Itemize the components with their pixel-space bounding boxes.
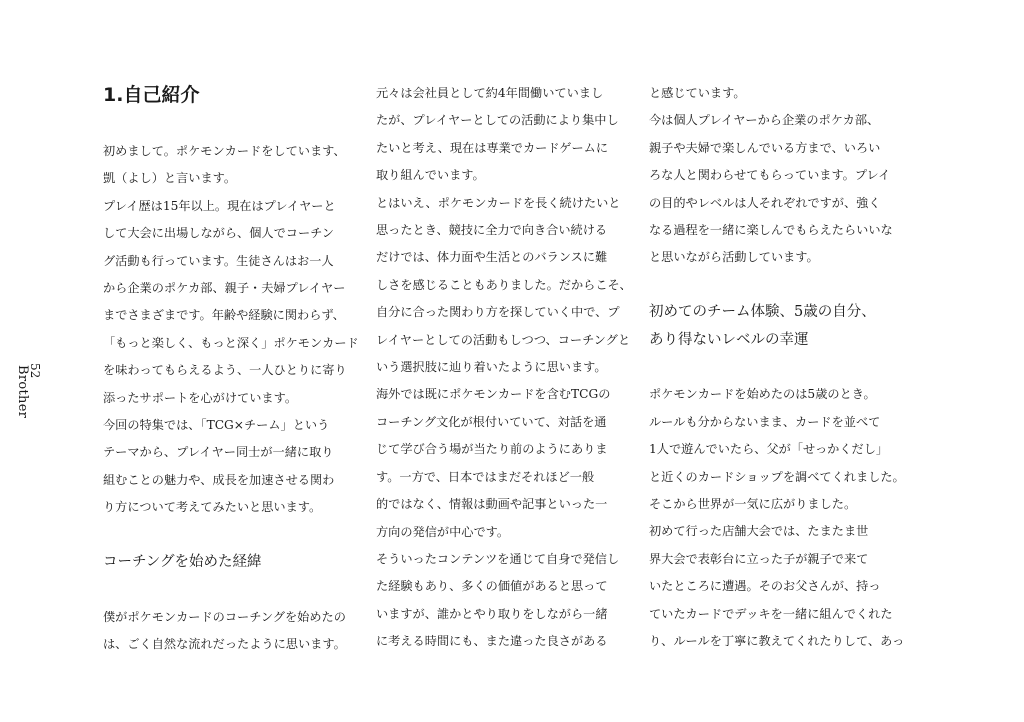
paragraph-line: 初めまして。ポケモンカードをしています、 bbox=[103, 144, 346, 158]
paragraph-line: 添ったサポートを心がけています。 bbox=[103, 390, 298, 405]
paragraph-line: して大会に出場しながら、個人でコーチン bbox=[103, 226, 334, 241]
paragraph-line: た経験もあり、多くの価値があると思って bbox=[376, 579, 608, 594]
paragraph-line: いますが、誰かとやり取りをしながら一緒 bbox=[376, 606, 608, 621]
text-column-3 bbox=[649, 80, 905, 656]
paragraph-line: 思ったとき、競技に全力で向き合い続ける bbox=[376, 223, 608, 238]
paragraph-line: 海外では既にポケモンカードを含むTCGの bbox=[376, 387, 611, 402]
paragraph-line: 1人で遊んでいたら、父が「せっかくだし」 bbox=[649, 442, 889, 457]
paragraph-line: ろな人と関わらせてもらっています。プレイ bbox=[649, 168, 891, 183]
paragraph-line: とはいえ、ポケモンカードを長く続けたいと bbox=[376, 195, 621, 210]
page-margin-label bbox=[15, 335, 58, 419]
paragraph-line: と感じています。 bbox=[649, 86, 746, 100]
paragraph-line: 親子や夫婦で楽しんでいる方まで、いろい bbox=[649, 140, 881, 155]
paragraph-line: コーチング文化が根付いていて、対話を通 bbox=[376, 414, 607, 429]
paragraph-line: たいと考え、現在は専業でカードゲームに bbox=[376, 140, 609, 155]
paragraph-line: そこから世界が一気に広がりました。 bbox=[649, 497, 857, 512]
paragraph-line: 今は個人プレイヤーから企業のポケカ部、 bbox=[649, 113, 880, 128]
magazine-name: Brother bbox=[15, 365, 30, 419]
paragraph-line: ていたカードでデッキを一緒に組んでくれた bbox=[649, 606, 893, 621]
paragraph-line: と近くのカードショップを調べてくれました。 bbox=[649, 469, 905, 484]
paragraph-line: は、ごく自然な流れだったように思います。 bbox=[103, 637, 346, 652]
page-number: 52 bbox=[28, 363, 42, 379]
paragraph-line: 今回の特集では、「TCG×チーム」という bbox=[103, 418, 330, 433]
paragraph-line: 取り組んでいます。 bbox=[376, 168, 485, 183]
text-column-2 bbox=[376, 80, 632, 656]
paragraph-line: までさまざまです。年齢や経験に関わらず、 bbox=[103, 308, 345, 323]
paragraph-line: り、ルールを丁寧に教えてくれたりして、あっ bbox=[649, 634, 905, 649]
text-column-1 bbox=[103, 80, 359, 659]
paragraph-line: そういったコンテンツを通じて自身で発信し bbox=[376, 551, 620, 566]
paragraph-line: 僕がポケモンカードのコーチングを始めたの bbox=[103, 609, 346, 624]
section-heading: 初めてのチーム体験、5歳の自分、 bbox=[649, 304, 876, 321]
paragraph-line: 元々は会社員として約4年間働いていまし bbox=[376, 86, 604, 100]
paragraph-line: だけでは、体力面や生活とのバランスに難 bbox=[376, 250, 608, 265]
paragraph-line: 的ではなく、情報は動画や記事といった一 bbox=[376, 497, 608, 512]
paragraph-line: いたところに遭遇。そのお父さんが、持っ bbox=[649, 579, 881, 594]
paragraph-line: 「もっと楽しく、もっと深く」ポケモンカード bbox=[103, 335, 359, 350]
paragraph-line: に考える時間にも、また違った良さがある bbox=[376, 634, 608, 649]
paragraph-line: テーマから、プレイヤー同士が一緒に取り bbox=[103, 445, 334, 460]
section-heading: コーチングを始めた経緯 bbox=[103, 554, 262, 571]
paragraph-line: じて学び合う場が当たり前のようにありま bbox=[376, 442, 608, 457]
paragraph-line: 界大会で表彰台に立った子が親子で来て bbox=[649, 551, 869, 566]
paragraph-line: 自分に合った関わり方を探していく中で、プ bbox=[376, 305, 620, 320]
paragraph-line: ルールも分からないまま、カードを並べて bbox=[649, 414, 881, 429]
paragraph-line: を味わってもらえるよう、一人ひとりに寄り bbox=[103, 363, 347, 378]
paragraph-line: 組むことの魅力や、成長を加速させる関わ bbox=[103, 472, 335, 487]
paragraph-line: しさを感じることもありました。だからこそ、 bbox=[376, 277, 632, 292]
paragraph-line: ポケモンカードを始めたのは5歳のとき。 bbox=[649, 387, 876, 402]
article-title: 1.自己紹介 bbox=[103, 84, 200, 106]
paragraph-line: の目的やレベルは人それぞれですが、強く bbox=[649, 195, 881, 210]
paragraph-line: グ活動も行っています。生徒さんはお一人 bbox=[103, 253, 334, 268]
paragraph-line: 凱（よし）と言います。 bbox=[103, 171, 237, 186]
paragraph-line: 方向の発信が中心です。 bbox=[376, 524, 510, 539]
section-heading: あり得ないレベルの幸運 bbox=[649, 331, 809, 348]
paragraph-line: なる過程を一緒に楽しんでもらえたらいいな bbox=[649, 223, 893, 238]
paragraph-line: たが、プレイヤーとしての活動により集中し bbox=[376, 113, 619, 128]
paragraph-line: プレイ歴は15年以上。現在はプレイヤーと bbox=[103, 198, 336, 213]
paragraph-line: す。一方で、日本ではまだそれほど一般 bbox=[376, 469, 595, 484]
paragraph-line: いう選択肢に辿り着いたように思います。 bbox=[376, 360, 607, 375]
paragraph-line: レイヤーとしての活動もしつつ、コーチングと bbox=[376, 332, 631, 347]
paragraph-line: から企業のポケカ部、親子・夫婦プレイヤー bbox=[103, 281, 346, 296]
paragraph-line: と思いながら活動しています。 bbox=[649, 250, 819, 265]
paragraph-line: 初めて行った店舗大会では、たまたま世 bbox=[649, 524, 869, 539]
paragraph-line: り方について考えてみたいと思います。 bbox=[103, 500, 322, 515]
